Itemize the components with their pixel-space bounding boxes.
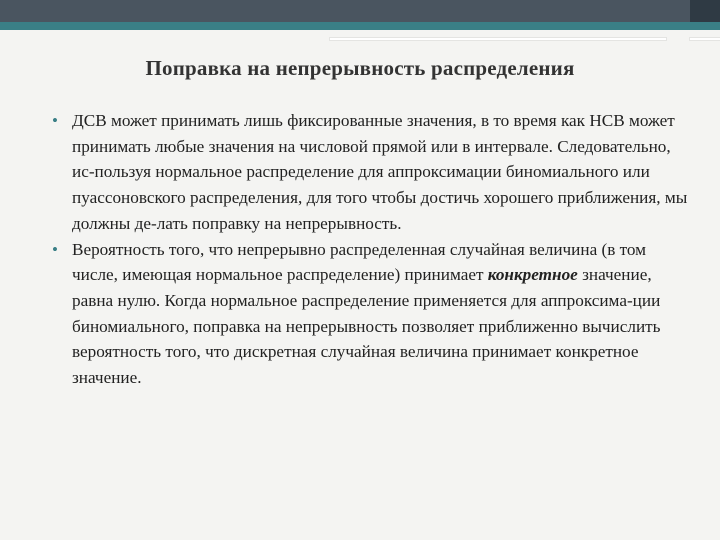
- bullet-text-start: Вероятность того, что непрерывно распределенная случайная величина (в том числе, имеющая нормальное распределение) принимает: [72, 239, 647, 285]
- header-band-light: [0, 30, 720, 50]
- header-band-teal: [0, 22, 720, 30]
- header-band-dark: [0, 0, 720, 22]
- bullet-item: [52, 237, 692, 391]
- bullet-list: [52, 108, 692, 391]
- slide-title: Поправка на непрерывность распределения: [145, 56, 575, 80]
- bullet-text-end: значение, равна нулю. Когда нормальное распределение применяется для аппроксима-ции биномиального, поправка на непрерывность позволяет приближенно вычислить вероятность того, что дискретная случайная величина принимает конкретное значение.: [72, 265, 661, 388]
- bullet-text: ДСВ может принимать лишь фиксированные значения, в то время как НСВ может принимать любые значения на числовой прямой или в интервале. Следовательно, ис-пользуя нормальное распределение для аппроксимации биномиального или пуассоновского распределения, для того чтобы достичь хорошего приближения, мы должны де-лать поправку на непрерывность.: [72, 111, 688, 233]
- bullet-emphasis: конкретное: [487, 265, 578, 285]
- bullet-icon: •: [52, 239, 58, 259]
- bullet-icon: •: [52, 111, 58, 130]
- bullet-item: [52, 108, 692, 237]
- header-band-corner: [690, 0, 720, 22]
- header-rule-long: [330, 38, 666, 40]
- header-rule-short: [690, 38, 720, 40]
